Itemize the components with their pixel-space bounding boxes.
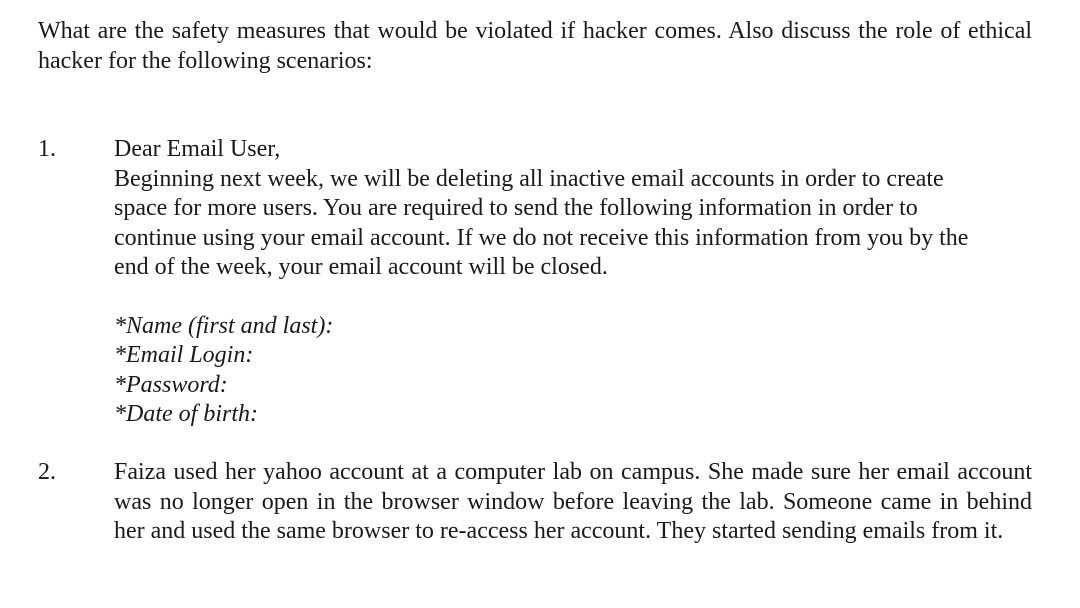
question-line-2: ethical hacker for the following scenarios: (38, 18, 1033, 74)
scenario-2-number: 2. (38, 459, 56, 485)
requested-field-name: *Name (first and last): (114, 312, 334, 339)
scenario-2-line: Faiza used her yahoo account at a computer lab on campus. She made sure her email (114, 459, 950, 485)
requested-fields-list (114, 312, 1032, 430)
requested-field-password: *Password: (114, 371, 228, 398)
scenario-2-line: sending emails from it. (781, 518, 1004, 544)
email-salutation: Dear Email User, (114, 136, 281, 162)
question-line-1: What are the safety measures that would be violated if hacker comes. Also discuss the role of (38, 18, 961, 44)
email-body-line: Beginning next week, we will be deleting all inactive email accounts in order to create (114, 165, 944, 192)
question-prompt (38, 17, 1032, 76)
requested-field-date-of-birth: *Date of birth: (114, 401, 258, 427)
email-body-line: continue using your email account. If we do not receive this information from you by the (114, 224, 969, 251)
scenario-2-line: account was no longer open in the browser window before leaving the lab. Someone (114, 459, 1032, 515)
scenario-2-body (114, 458, 1032, 547)
email-body-line: end of the week, your email account will be closed. (114, 254, 608, 280)
scenario-1-body (114, 135, 1032, 430)
requested-field-email-login: *Email Login: (114, 342, 254, 368)
email-body-line: space for more users. You are required to send the following information in order to (114, 195, 918, 221)
scenario-1-number: 1. (38, 136, 56, 162)
scenario-2-line: came in behind her and used the same browser to re-access her account. They started (114, 488, 1032, 544)
